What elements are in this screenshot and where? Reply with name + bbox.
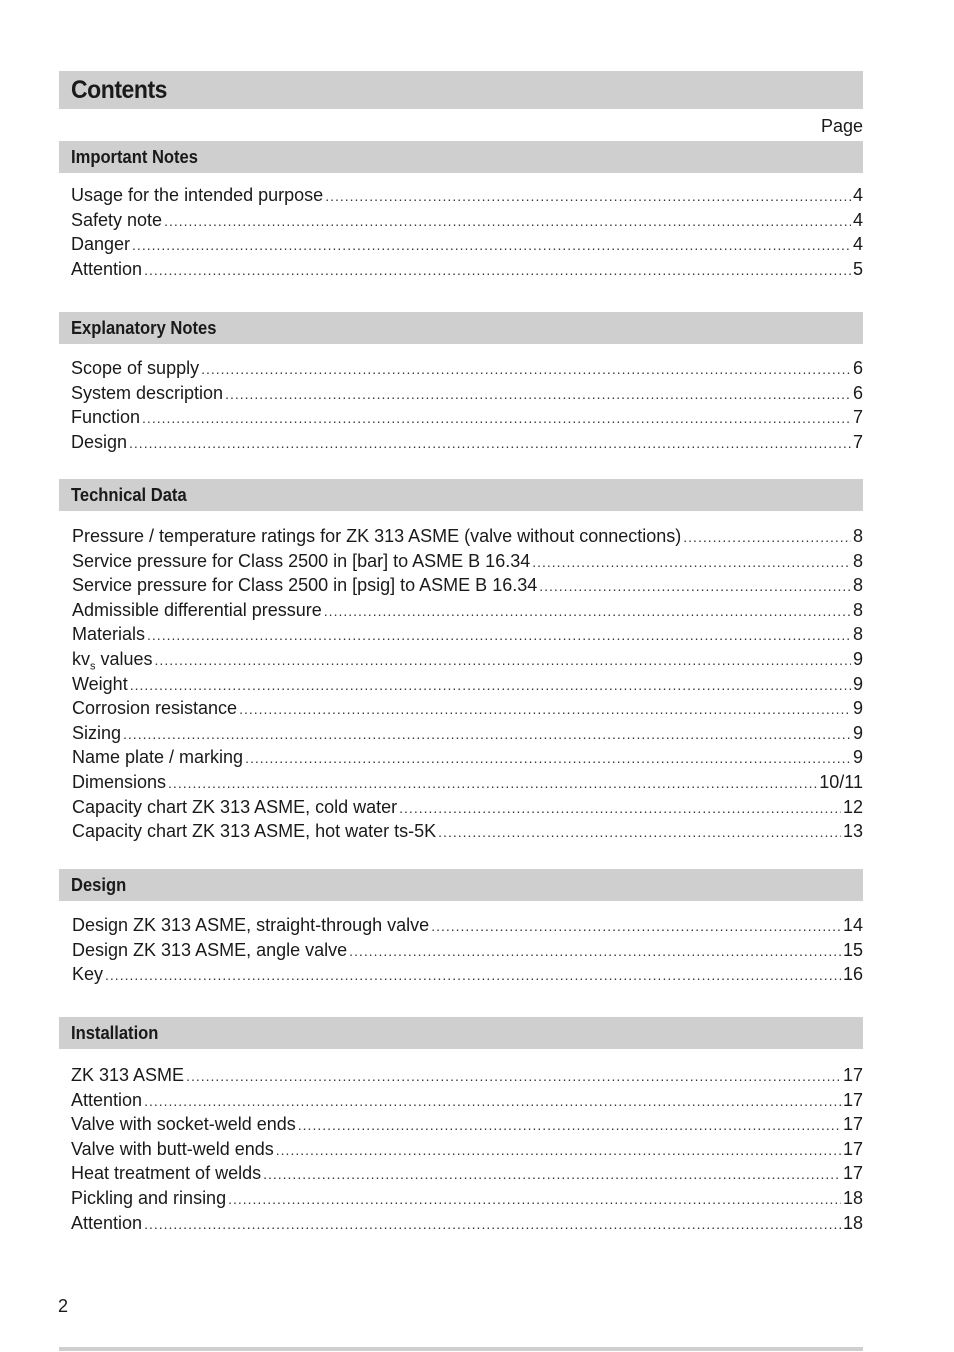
toc-entry-page: 15 <box>842 939 863 960</box>
toc-entry[interactable] <box>72 674 863 699</box>
toc-entry-label: Admissible differential pressure <box>72 599 322 620</box>
toc-entry-label: Heat treatment of welds <box>71 1163 262 1184</box>
toc-entry-page: 7 <box>852 431 863 452</box>
toc-entry[interactable] <box>71 383 863 408</box>
toc-entry-page: 4 <box>852 209 863 230</box>
toc-entry-label: Design <box>71 431 128 452</box>
kv-label-rest: values <box>95 648 153 669</box>
toc-entry[interactable] <box>72 723 863 748</box>
toc-entry-label: System description <box>71 382 224 403</box>
section-heading-label: Installation <box>71 1022 159 1043</box>
toc-entry-label <box>72 649 153 673</box>
toc-entry-page: 18 <box>842 1187 863 1208</box>
section-heading-installation <box>59 1017 863 1049</box>
toc-entry-page: 4 <box>852 185 863 205</box>
kv-subscript: s <box>90 660 96 673</box>
dot-leader <box>325 188 851 204</box>
toc-entry[interactable] <box>71 1213 863 1238</box>
toc-entry-page: 6 <box>852 382 863 403</box>
dot-leader <box>349 943 841 959</box>
toc-entry-page: 4 <box>852 234 863 255</box>
toc-entry-label: Materials <box>72 624 146 645</box>
toc-entry[interactable] <box>72 526 863 551</box>
toc-entry[interactable] <box>71 432 863 457</box>
toc-entry-page: 9 <box>852 648 863 669</box>
dot-leader <box>263 1166 841 1182</box>
toc-entry-page: 12 <box>842 796 863 817</box>
section-heading-label: Important Notes <box>71 146 198 167</box>
toc-entry-page: 17 <box>842 1163 863 1184</box>
toc-entry[interactable] <box>71 1163 863 1188</box>
toc-entry[interactable] <box>72 915 863 940</box>
section-heading-important-notes <box>59 141 863 173</box>
section-heading-label: Design <box>71 874 127 895</box>
toc-entry-label: Weight <box>72 673 128 694</box>
toc-entry-page: 17 <box>842 1114 863 1135</box>
page-title: Contents <box>71 75 167 104</box>
section-heading-explanatory-notes <box>59 312 863 344</box>
dot-leader <box>532 554 851 570</box>
dot-leader <box>123 726 851 742</box>
toc-entry-label: ZK 313 ASME <box>71 1065 185 1085</box>
dot-leader <box>539 578 851 594</box>
dot-leader <box>276 1142 841 1158</box>
toc-entry-label: Scope of supply <box>71 358 200 378</box>
toc-entry-page: 17 <box>842 1138 863 1159</box>
dot-leader <box>105 967 841 983</box>
toc-entry-page: 5 <box>852 258 863 279</box>
page-number: 2 <box>58 1296 69 1316</box>
toc-entry[interactable] <box>71 234 863 259</box>
dot-leader <box>155 652 851 668</box>
toc-entry-page: 14 <box>842 915 863 935</box>
dot-leader <box>225 386 851 402</box>
kv-symbol: kv <box>72 648 90 669</box>
toc-entry-label: Valve with socket-weld ends <box>71 1114 296 1135</box>
toc-entry-label: Capacity chart ZK 313 ASME, hot water ts-5K <box>72 821 437 842</box>
section-entries-technical-data <box>72 526 863 846</box>
toc-entry-label: Key <box>72 964 104 985</box>
toc-entry-page: 8 <box>852 550 863 571</box>
dot-leader <box>142 410 851 426</box>
toc-entry-page: 9 <box>852 722 863 743</box>
toc-entry-label: Danger <box>71 234 131 255</box>
dot-leader <box>186 1068 841 1084</box>
toc-entry-label: Valve with butt-weld ends <box>71 1138 274 1159</box>
section-heading-technical-data <box>59 479 863 511</box>
toc-entry-page: 8 <box>852 575 863 596</box>
toc-entry[interactable] <box>71 407 863 432</box>
toc-entry-label: Attention <box>71 258 143 279</box>
dot-leader <box>239 701 851 717</box>
toc-entry[interactable] <box>71 1188 863 1213</box>
toc-entry-page: 6 <box>852 358 863 378</box>
dot-leader <box>164 213 851 229</box>
section-entries-important-notes <box>71 185 863 283</box>
toc-entry[interactable] <box>72 940 863 965</box>
dot-leader <box>144 1216 841 1232</box>
toc-entry-page: 8 <box>852 599 863 620</box>
toc-entry-page: 13 <box>842 821 863 842</box>
toc-entry-label: Capacity chart ZK 313 ASME, cold water <box>72 796 398 817</box>
dot-leader <box>228 1191 841 1207</box>
toc-entry-page: 9 <box>852 698 863 719</box>
contents-title-bar <box>59 71 863 109</box>
toc-entry[interactable] <box>71 185 863 210</box>
dot-leader <box>324 603 851 619</box>
section-entries-design <box>72 915 863 989</box>
toc-entry[interactable] <box>71 1065 863 1090</box>
toc-entry-page: 10/11 <box>819 771 863 792</box>
toc-entry-label: Pressure / temperature ratings for ZK 313 ASME (valve without connections) <box>72 526 682 546</box>
page-column-label: Page <box>820 116 863 136</box>
toc-entry-page: 8 <box>852 526 863 546</box>
toc-entry[interactable] <box>72 747 863 772</box>
toc-entry-label: Dimensions <box>72 771 167 792</box>
dot-leader <box>298 1117 841 1133</box>
toc-entry[interactable] <box>72 551 863 576</box>
toc-entry-label: Service pressure for Class 2500 in [psig] to ASME B 16.34 <box>72 575 538 596</box>
toc-entry[interactable] <box>72 624 863 649</box>
toc-entry-page: 9 <box>852 673 863 694</box>
dot-leader <box>168 775 817 791</box>
toc-entry-page: 7 <box>852 407 863 428</box>
toc-entry[interactable] <box>72 821 863 846</box>
toc-entry[interactable] <box>72 575 863 600</box>
toc-entry-label: Design ZK 313 ASME, straight-through valve <box>72 915 430 935</box>
dot-leader <box>129 435 851 451</box>
dot-leader <box>147 627 851 643</box>
dot-leader <box>399 800 841 816</box>
toc-entry-label: Name plate / marking <box>72 747 244 768</box>
toc-entry[interactable] <box>71 1114 863 1139</box>
toc-entry[interactable] <box>72 964 863 989</box>
section-heading-design <box>59 869 863 901</box>
toc-entry-label: Function <box>71 407 141 428</box>
toc-entry-page: 8 <box>852 624 863 645</box>
toc-entry[interactable] <box>72 600 863 625</box>
toc-entry-page: 17 <box>842 1089 863 1110</box>
toc-entry[interactable] <box>71 1139 863 1164</box>
toc-entry-label: Attention <box>71 1212 143 1233</box>
toc-entry-page: 18 <box>842 1212 863 1233</box>
dot-leader <box>201 361 851 377</box>
toc-entry-label: Usage for the intended purpose <box>71 185 324 205</box>
dot-leader <box>144 1093 841 1109</box>
toc-entry[interactable] <box>72 772 863 797</box>
dot-leader <box>130 677 851 693</box>
toc-entry-page: 17 <box>842 1065 863 1085</box>
toc-entry-label: Corrosion resistance <box>72 698 238 719</box>
toc-entry-label: Design ZK 313 ASME, angle valve <box>72 939 348 960</box>
section-heading-label: Technical Data <box>71 484 187 505</box>
toc-entry[interactable] <box>71 358 863 383</box>
toc-entry-label: Pickling and rinsing <box>71 1187 227 1208</box>
toc-entry[interactable] <box>72 698 863 723</box>
section-heading-label: Explanatory Notes <box>71 317 217 338</box>
dot-leader <box>245 750 851 766</box>
section-entries-explanatory-notes <box>71 358 863 456</box>
footer-rule <box>59 1347 863 1351</box>
toc-entry-label: Safety note <box>71 209 163 230</box>
dot-leader <box>438 824 841 840</box>
toc-entry-page: 9 <box>852 747 863 768</box>
toc-entry[interactable] <box>71 259 863 284</box>
dot-leader <box>144 262 851 278</box>
dot-leader <box>431 918 841 934</box>
dot-leader <box>683 529 851 545</box>
dot-leader <box>132 237 851 253</box>
toc-entry-label: Attention <box>71 1089 143 1110</box>
section-entries-installation <box>71 1065 863 1237</box>
toc-entry[interactable] <box>71 210 863 235</box>
toc-entry-label: Service pressure for Class 2500 in [bar] to ASME B 16.34 <box>72 550 531 571</box>
toc-entry-label: Sizing <box>72 722 122 743</box>
toc-entry[interactable] <box>72 649 863 674</box>
toc-entry-page: 16 <box>842 964 863 985</box>
toc-entry[interactable] <box>72 797 863 822</box>
toc-entry[interactable] <box>71 1090 863 1115</box>
